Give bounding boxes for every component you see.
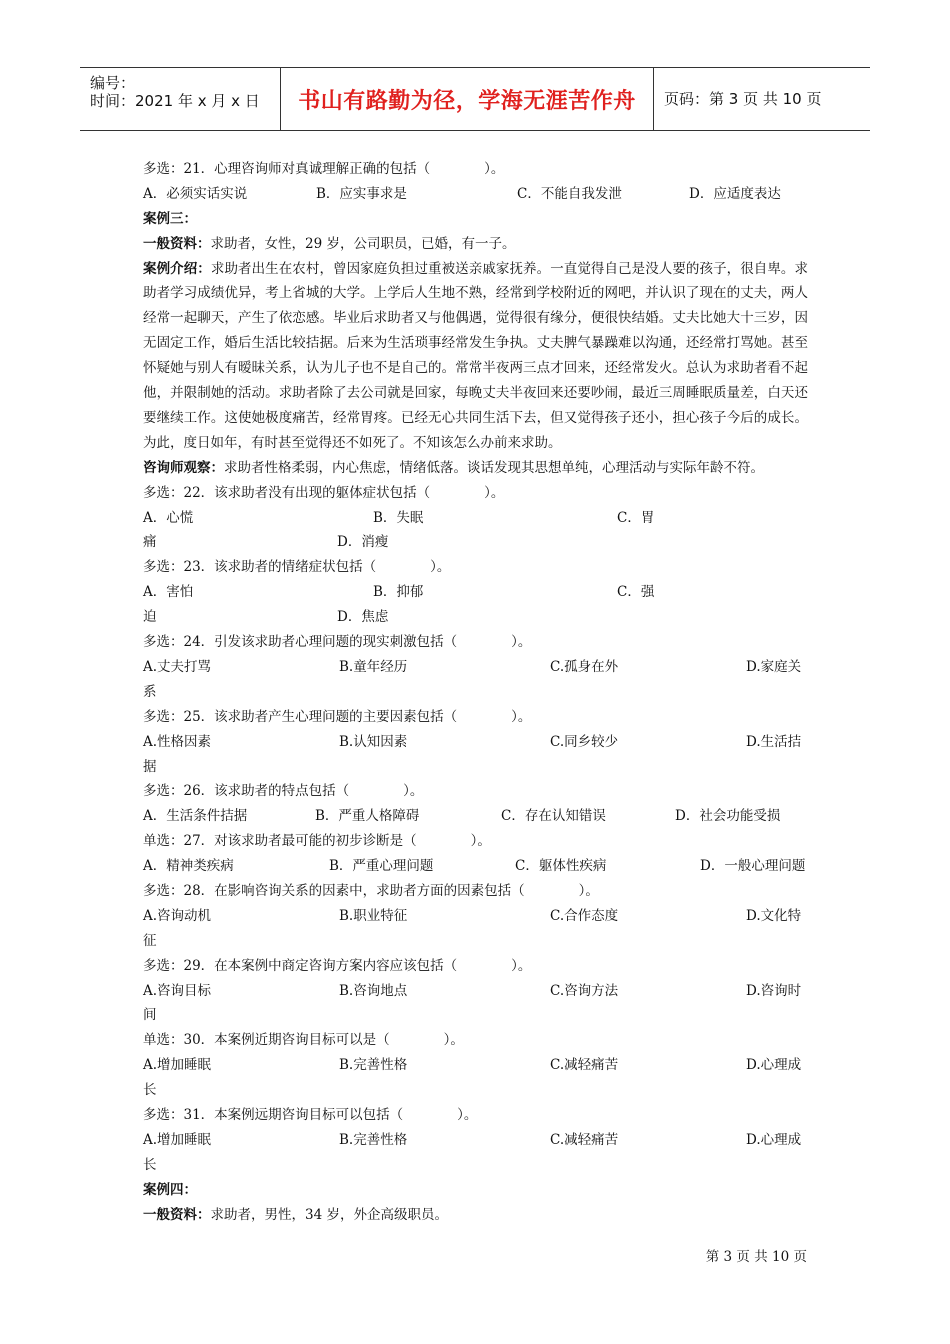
option: D.心理成 <box>746 1057 802 1074</box>
question-stem: 多选：25．该求助者产生心理问题的主要因素包括（ ）。 <box>143 708 532 725</box>
option: B.完善性格 <box>339 1131 408 1148</box>
option-wrap: 征 <box>143 932 157 949</box>
option-wrap: 间 <box>143 1007 157 1024</box>
option: D．消瘦 <box>337 534 389 551</box>
option: B．严重心理问题 <box>329 858 434 875</box>
option: A．害怕 <box>143 584 194 601</box>
header-meta-cell <box>80 68 281 130</box>
option-row <box>143 854 823 879</box>
option: A．必须实话实说 <box>143 185 248 202</box>
option-row <box>143 804 823 829</box>
option-wrap: 长 <box>143 1082 157 1099</box>
question-stem: 单选：27．对该求助者最可能的初步诊断是（ ）。 <box>143 833 491 850</box>
page-header <box>80 67 870 131</box>
option: D．社会功能受损 <box>675 808 781 825</box>
question-stem: 多选：26．该求助者的特点包括（ ）。 <box>143 783 424 800</box>
option: D.文化特 <box>746 907 802 924</box>
option-row <box>143 605 823 630</box>
option-wrap: 长 <box>143 1156 157 1173</box>
motto: 书山有路勤为径，学海无涯苦作舟 <box>298 89 636 114</box>
case-intro-label: 案例介绍： <box>143 260 211 277</box>
option-row <box>143 904 823 929</box>
option: D．焦虑 <box>337 609 389 626</box>
option: A.增加睡眠 <box>143 1131 212 1148</box>
general-info <box>143 232 823 257</box>
question-stem: 多选：28．在影响咨询关系的因素中，求助者方面的因素包括（ ）。 <box>143 882 599 899</box>
option-row <box>143 655 823 680</box>
option: D.心理成 <box>746 1131 802 1148</box>
option: A.性格因素 <box>143 733 212 750</box>
option: A.丈夫打骂 <box>143 658 212 675</box>
case-title: 案例四： <box>143 1181 197 1198</box>
observation-label: 咨询师观察： <box>143 459 224 476</box>
option-row <box>143 530 823 555</box>
case-intro-text: 求助者出生在农村，曾因家庭负担过重被送亲戚家抚养。一直觉得自己是没人要的孩子，很自卑。求助者学习成绩优异，考上省城的大学。上学后人生地不熟，经常到学校附近的网吧，并认识了现在的丈夫，两人经常一起聊天，产生了依恋感。毕业后求助者又与他偶遇，觉得很有缘分，便很快结婚。丈夫比她大十三岁，因无固定工作，婚后生活比较拮据。后来为生活琐事经常发生争执。丈夫脾气暴躁难以沟通，还经常打骂她。甚至怀疑她与别人有暧昧关系，认为儿子也不是自己的。常常半夜两三点才回来，还经常发火。总认为求助者看不起他，并限制她的活动。求助者除了去公司就是回家，每晚丈夫半夜回来还要吵闹，最近三周睡眠质量差，白天还要继续工作。这使她极度痛苦，经常胃疼。已经无心共同生活下去，但又觉得孩子还小，担心孩子今后的成长。为此，度日如年，有时甚至觉得还不如死了。不知该怎么办前来求助。 <box>143 260 809 451</box>
option: C.合作态度 <box>550 907 619 924</box>
case-title: 案例三： <box>143 210 197 227</box>
option: A.咨询动机 <box>143 907 212 924</box>
option: C.孤身在外 <box>550 658 619 675</box>
option: B．抑郁 <box>373 584 424 601</box>
general-info <box>143 1203 823 1228</box>
question-stem: 多选：24．引发该求助者心理问题的现实刺激包括（ ）。 <box>143 634 532 651</box>
option: C．存在认知错误 <box>501 808 606 825</box>
number-label: 编号： <box>90 74 136 92</box>
option: 痛 <box>143 534 157 551</box>
date-line: 时间：2021 年 x 月 x 日 <box>90 92 260 110</box>
option: A．精神类疾病 <box>143 858 234 875</box>
option: D.家庭关 <box>746 658 802 675</box>
counselor-observation <box>143 456 823 481</box>
option: D．应适度表达 <box>689 185 781 202</box>
question-stem: 多选：21．心理咨询师对真诚理解正确的包括（ ）。 <box>143 161 505 177</box>
option: C.咨询方法 <box>550 982 619 999</box>
option: A．心慌 <box>143 509 194 526</box>
general-info-label: 一般资料： <box>143 1206 211 1223</box>
option: A.咨询目标 <box>143 982 212 999</box>
general-info-text: 求助者，女性，29 岁，公司职员，已婚，有一子。 <box>210 235 516 252</box>
option: C.同乡较少 <box>550 733 619 750</box>
option: A.增加睡眠 <box>143 1057 212 1074</box>
option: B.职业特征 <box>339 907 408 924</box>
page-footer: 第 3 页 共 10 页 <box>705 1249 807 1265</box>
option: B．失眠 <box>373 509 424 526</box>
option: C.减轻痛苦 <box>550 1131 619 1148</box>
option: B.咨询地点 <box>339 982 408 999</box>
question-stem: 多选：22．该求助者没有出现的躯体症状包括（ ）。 <box>143 484 505 501</box>
observation-text: 求助者性格柔弱，内心焦虑，情绪低落。谈话发现其思想单纯，心理活动与实际年龄不符。 <box>224 459 764 476</box>
option: C.减轻痛苦 <box>550 1057 619 1074</box>
question-stem: 多选：23．该求助者的情绪症状包括（ ）。 <box>143 559 451 576</box>
option-row <box>143 1128 823 1153</box>
option-row <box>143 580 823 605</box>
option: C．不能自我发泄 <box>517 185 622 202</box>
option: D.咨询时 <box>746 982 802 999</box>
option-row <box>143 979 823 1004</box>
question-stem: 单选：30．本案例近期咨询目标可以是（ ）。 <box>143 1032 464 1049</box>
option: B．应实事求是 <box>316 185 407 202</box>
header-motto-cell <box>281 68 654 130</box>
option-wrap: 系 <box>143 683 157 700</box>
option-wrap: 据 <box>143 758 157 775</box>
option: B．严重人格障碍 <box>315 808 420 825</box>
option: B.认知因素 <box>339 733 408 750</box>
option-row <box>143 730 823 755</box>
option: D．一般心理问题 <box>700 858 806 875</box>
general-info-label: 一般资料： <box>143 235 211 252</box>
option-row <box>143 1053 823 1078</box>
option: C．躯体性疾病 <box>515 858 607 875</box>
option-row <box>143 506 823 531</box>
question-stem: 多选：31．本案例远期咨询目标可以包括（ ）。 <box>143 1106 478 1123</box>
option: B.童年经历 <box>339 658 408 675</box>
case-intro <box>143 257 808 456</box>
option: C．胃 <box>617 509 655 526</box>
header-page-cell <box>654 68 870 130</box>
option-row <box>143 182 823 207</box>
question-stem: 多选：29．在本案例中商定咨询方案内容应该包括（ ）。 <box>143 957 532 974</box>
option: 迫 <box>143 609 157 626</box>
option: A．生活条件拮据 <box>143 808 248 825</box>
option: C．强 <box>617 584 655 601</box>
header-page-info: 页码：第 3 页 共 10 页 <box>664 90 822 108</box>
general-info-text: 求助者，男性，34 岁，外企高级职员。 <box>210 1206 448 1223</box>
document-body <box>143 157 823 1227</box>
option: B.完善性格 <box>339 1057 408 1074</box>
option: D.生活拮 <box>746 733 802 750</box>
